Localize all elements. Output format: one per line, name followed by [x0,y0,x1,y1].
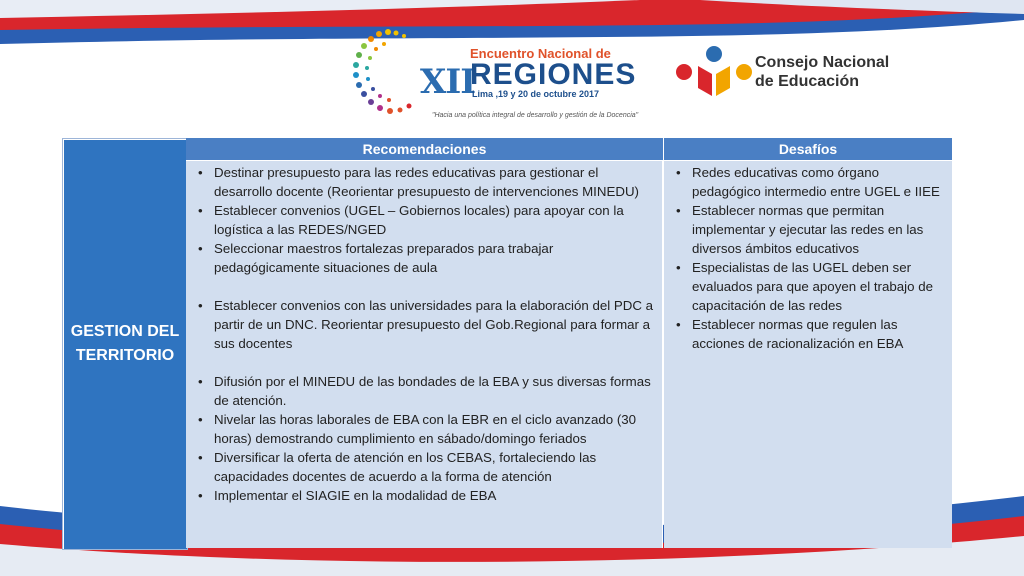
list-item: • Implementar el SIAGIE en la modalidad de EBA [214,486,656,505]
event-name-line1: Encuentro Nacional de [470,46,611,61]
recommendations-cell [186,161,663,548]
council-emblem-icon [672,44,756,100]
council-name [755,53,889,91]
dotted-ring-icon [348,22,420,122]
list-item: • Establecer normas que regulen las acciones de racionalización en EBA [692,315,946,353]
council-logo [672,44,902,100]
column-header-recomendaciones: Recomendaciones [186,138,663,161]
column-header-desafios: Desafíos [664,138,952,161]
list-item: • Diversificar la oferta de atención en los CEBAS, fortaleciendo las capacidades docentes de acuerdo a la forma de atención [214,448,656,486]
list-item: • Redes educativas como órgano pedagógico intermedio entre UGEL e IIEE [692,163,946,201]
list-item: • Establecer convenios con las universidades para la elaboración del PDC a partir de un DNC. Reorientar presupuesto del Gob.Regional para formar a sus docentes [214,296,656,353]
event-logo [348,22,678,122]
list-item: • Difusión por el MINEDU de las bondades de la EBA y sus diversas formas de atención. [214,372,656,410]
row-label: GESTION DEL TERRITORIO [70,323,180,364]
list-item: • Especialistas de las UGEL deben ser evaluados para que apoyen el trabajo de capacitación de las redes [692,258,946,315]
list-item: • Destinar presupuesto para las redes educativas para gestionar el desarrollo docente (Reorientar presupuesto de intervenciones MINEDU) [214,163,656,201]
challenges-cell [664,161,952,548]
recommendations-table [62,138,952,550]
event-date: Lima ,19 y 20 de octubre 2017 [472,89,600,99]
row-label-cell [62,138,188,550]
challenges-column [664,138,952,548]
recommendations-list [192,163,656,505]
list-item: • Nivelar las horas laborales de EBA con la EBR en el ciclo avanzado (30 horas) demostrando cumplimiento en sábado/domingo feriados [214,410,656,448]
event-tagline: "Hacia una política integral de desarrollo y gestión de la Docencia" [432,112,639,119]
list-item: • Establecer convenios (UGEL – Gobiernos locales) para apoyar con la logística a las REDES/NGED [214,201,656,239]
event-edition-number: XII [420,62,476,102]
council-name-line2: de Educación [755,73,860,90]
event-name-line2: REGIONES [470,58,637,91]
list-item: • Seleccionar maestros fortalezas preparados para trabajar pedagógicamente situaciones de aula [214,239,656,277]
recommendations-column [186,138,663,548]
list-item: • Establecer normas que permitan implementar y ejecutar las redes en las diversos ámbitos educativos [692,201,946,258]
challenges-list [670,163,946,353]
council-name-line1: Consejo Nacional [755,54,890,71]
